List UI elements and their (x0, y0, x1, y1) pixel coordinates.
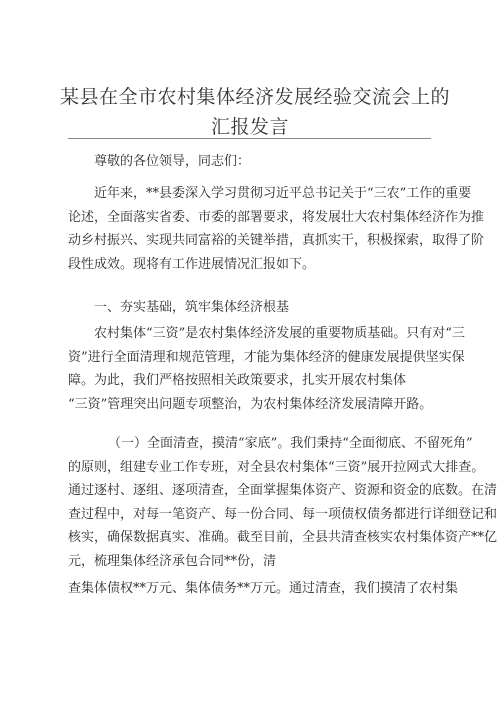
paragraph-line: （一）全面清查，摸清“家底”。我们秉持“全面彻底、不留死角” (108, 436, 473, 451)
paragraph-line: 段性成效。现将有工作进展情况汇报如下。 (68, 256, 316, 272)
paragraph-line: 查过程中，对每一笔资产、每一份合同、每一项债权债务都进行详细登记和 (68, 506, 498, 522)
salutation (68, 150, 434, 174)
paragraph-line: 核实，确保数据真实、准确。截至目前，全县共清查核实农村集体资产**亿 (68, 530, 498, 545)
section-heading-1 (68, 296, 434, 320)
paragraph-line: “三资”管理突出问题专项整治，为农村集体经济发展清障开路。 (68, 396, 433, 412)
paragraph-line: 动乡村振兴、实现共同富裕的关键举措，真抓实干，积极探索，取得了阶 (68, 233, 485, 248)
paragraph-line: 的原则，组建专业工作专班，对全县农村集体“三资”展开拉网式大排查。 (68, 459, 485, 475)
paragraph-line: 农村集体“三资”是农村集体经济发展的重要物质基础。只有对“三 (94, 326, 465, 341)
paragraph-continuation (68, 577, 459, 601)
paragraph-line: 论述，全面落实省委、市委的部署要求，将发展壮大农村集体经济作为推 (68, 209, 485, 225)
paragraph-line: 查集体债权**万元、集体债务**万元。通过清查，我们摸清了农村集 (68, 581, 459, 596)
paragraph-line: 障。为此，我们严格按照相关政策要求，扎实开展农村集体 (68, 373, 407, 388)
paragraph-full-inventory (68, 432, 498, 573)
section-heading-text: 一、夯实基础，筑牢集体经济根基 (94, 300, 290, 315)
document-title (60, 82, 451, 142)
salutation-text: 尊敬的各位领导，同志们： (94, 154, 251, 169)
paragraph-line: 元，梳理集体经济承包合同**份，清 (68, 553, 277, 569)
paragraph-line: 近年来，**县委深入学习贯彻习近平总书记关于“三农”工作的重要 (94, 186, 472, 201)
paragraph-line: 资”进行全面清理和规范管理，才能为集体经济的健康发展提供坚实保 (68, 349, 465, 365)
paragraph-intro (68, 182, 485, 276)
paragraph-three-assets (68, 322, 465, 416)
paragraph-line: 通过逐村、逐组、逐项清查，全面掌握集体资产、资源和资金的底数。在清 (68, 483, 498, 498)
title-line-2: 汇报发言 (210, 116, 289, 138)
title-divider (68, 138, 431, 139)
title-line-1: 某县在全市农村集体经济发展经验交流会上的 (60, 86, 451, 108)
